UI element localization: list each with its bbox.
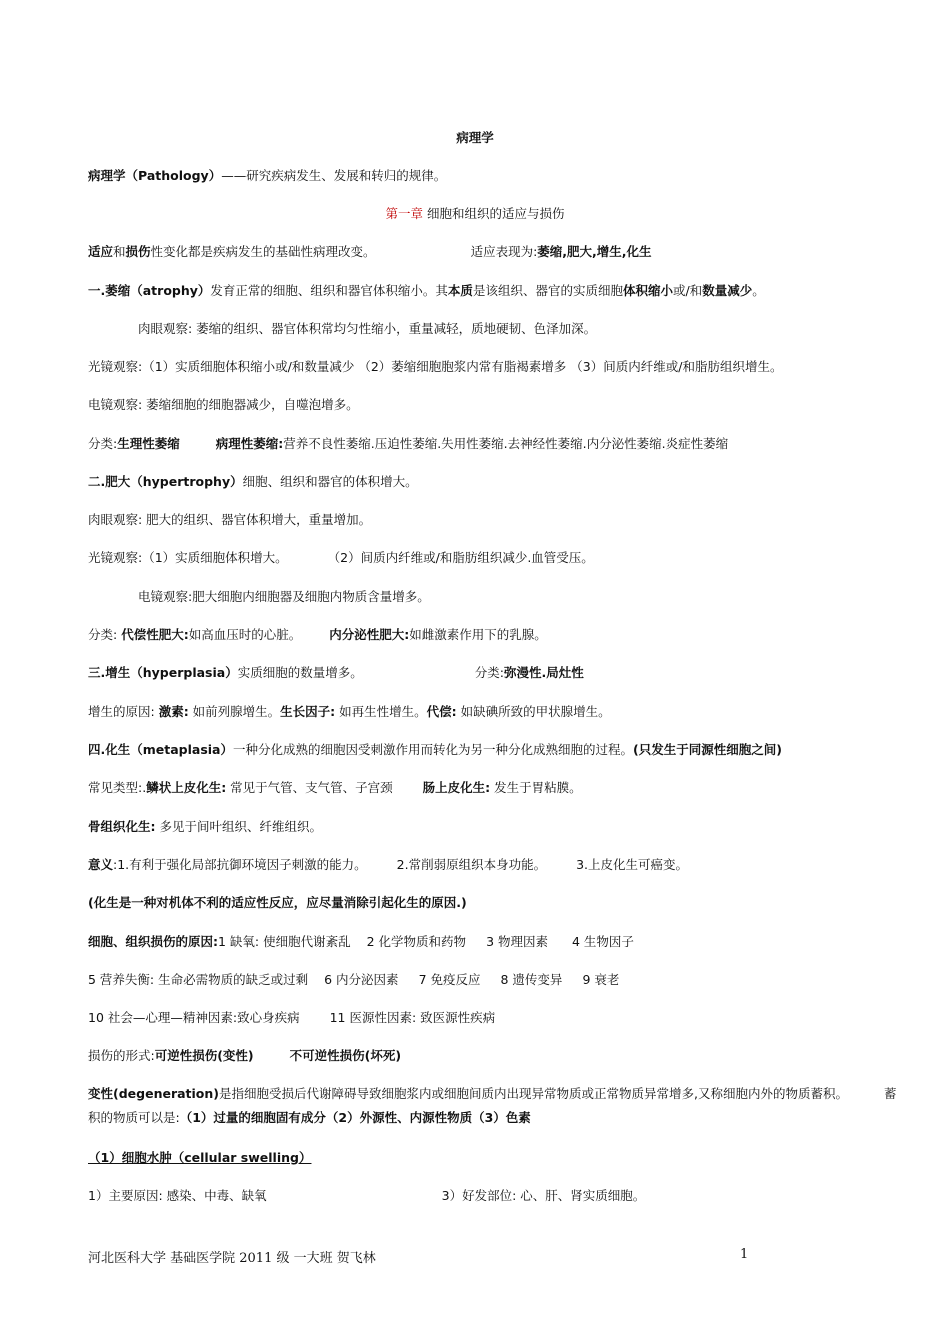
metaplasia-meaning: 意义:1.有利于强化局部抗御环境因子刺激的能力。 2.常削弱原组织本身功能。 3.上皮化生可癌变。 <box>88 857 689 872</box>
page-number: 1 <box>740 1247 749 1262</box>
atrophy-gross: 肉眼观察: 萎缩的组织、器官体积常均匀性缩小，重量减轻，质地硬韧、色泽加深。 <box>138 321 597 336</box>
degeneration-paragraph: 变性(degeneration)是指细胞受损后代谢障碍导致细胞浆内或细胞间质内出现异常物质或正常物质异常增多,又称细胞内外的物质蓄积。 蓄积的物质可以是:（1）过量的细胞固有成分（2）外源性、内源性物质（3）色素 <box>88 1086 897 1125</box>
atrophy-class: 分类:生理性萎缩 病理性萎缩:营养不良性萎缩.压迫性萎缩.失用性萎缩.去神经性萎缩.内分泌性萎缩.炎症性萎缩 <box>88 436 729 451</box>
chapter-heading: 第一章 细胞和组织的适应与损伤 <box>385 206 565 221</box>
metaplasia-types: 常见类型:.鳞状上皮化生: 常见于气管、支气管、子宫颈 肠上皮化生: 发生于胃粘膜。 <box>88 780 582 795</box>
hyperplasia-cause: 增生的原因: 激素: 如前列腺增生。生长因子: 如再生性增生。代偿: 如缺碘所致的甲状腺增生。 <box>88 704 611 719</box>
adapt-line: 适应和损伤性变化都是疾病发生的基础性病理改变。 适应表现为:萎缩,肥大,增生,化生 <box>88 244 652 259</box>
hypertrophy-light: 光镜观察:（1）实质细胞体积增大。 （2）间质内纤维或/和脂肪组织减少.血管受压。 <box>88 550 594 565</box>
hyperplasia-heading: 三.增生（hyperplasia）实质细胞的数量增多。 分类:弥漫性.局灶性 <box>88 665 584 680</box>
metaplasia-bone: 骨组织化生: 多见于间叶组织、纤维组织。 <box>88 819 322 834</box>
atrophy-heading: 一.萎缩（atrophy）发育正常的细胞、组织和器官体积缩小。其本质是该组织、器官的实质细胞体积缩小或/和数量减少。 <box>88 283 765 298</box>
injury-cause-1: 细胞、组织损伤的原因:1 缺氧: 使细胞代谢紊乱 2 化学物质和药物 3 物理因素 4 生物因子 <box>88 934 634 949</box>
hypertrophy-heading: 二.肥大（hypertrophy）细胞、组织和器官的体积增大。 <box>88 474 418 489</box>
atrophy-light: 光镜观察:（1）实质细胞体积缩小或/和数量减少 （2）萎缩细胞胞浆内常有脂褐素增多 （3）间质内纤维或/和脂肪组织增生。 <box>88 359 783 374</box>
swelling-heading: （1）细胞水肿（cellular swelling） <box>88 1150 312 1165</box>
metaplasia-heading: 四.化生（metaplasia）一种分化成熟的细胞因受刺激作用而转化为另一种分化成熟细胞的过程。(只发生于同源性细胞之间) <box>88 742 782 757</box>
hypertrophy-em: 电镜观察:肥大细胞内细胞器及细胞内物质含量增多。 <box>138 589 430 604</box>
footer-text: 河北医科大学 基础医学院 2011 级 一大班 贺飞林 <box>88 1251 376 1266</box>
intro-line: 病理学（Pathology）——研究疾病发生、发展和转归的规律。 <box>88 168 447 183</box>
page-title: 病理学 <box>456 130 494 145</box>
metaplasia-note: (化生是一种对机体不利的适应性反应，应尽量消除引起化生的原因.) <box>88 895 467 910</box>
atrophy-em: 电镜观察: 萎缩细胞的细胞器减少，自噬泡增多。 <box>88 397 359 412</box>
hypertrophy-class: 分类: 代偿性肥大:如高血压时的心脏。 内分泌性肥大:如雌激素作用下的乳腺。 <box>88 627 547 642</box>
swelling-items: 1）主要原因: 感染、中毒、缺氧 3）好发部位: 心、肝、肾实质细胞。 <box>88 1188 646 1203</box>
hypertrophy-gross: 肉眼观察: 肥大的组织、器官体积增大，重量增加。 <box>88 512 372 527</box>
injury-form: 损伤的形式:可逆性损伤(变性) 不可逆性损伤(坏死) <box>88 1048 402 1063</box>
injury-cause-3: 10 社会—心理—精神因素:致心身疾病 11 医源性因素: 致医源性疾病 <box>88 1010 496 1025</box>
injury-cause-2: 5 营养失衡: 生命必需物质的缺乏或过剩 6 内分泌因素 7 免疫反应 8 遗传变异 9 衰老 <box>88 972 620 987</box>
